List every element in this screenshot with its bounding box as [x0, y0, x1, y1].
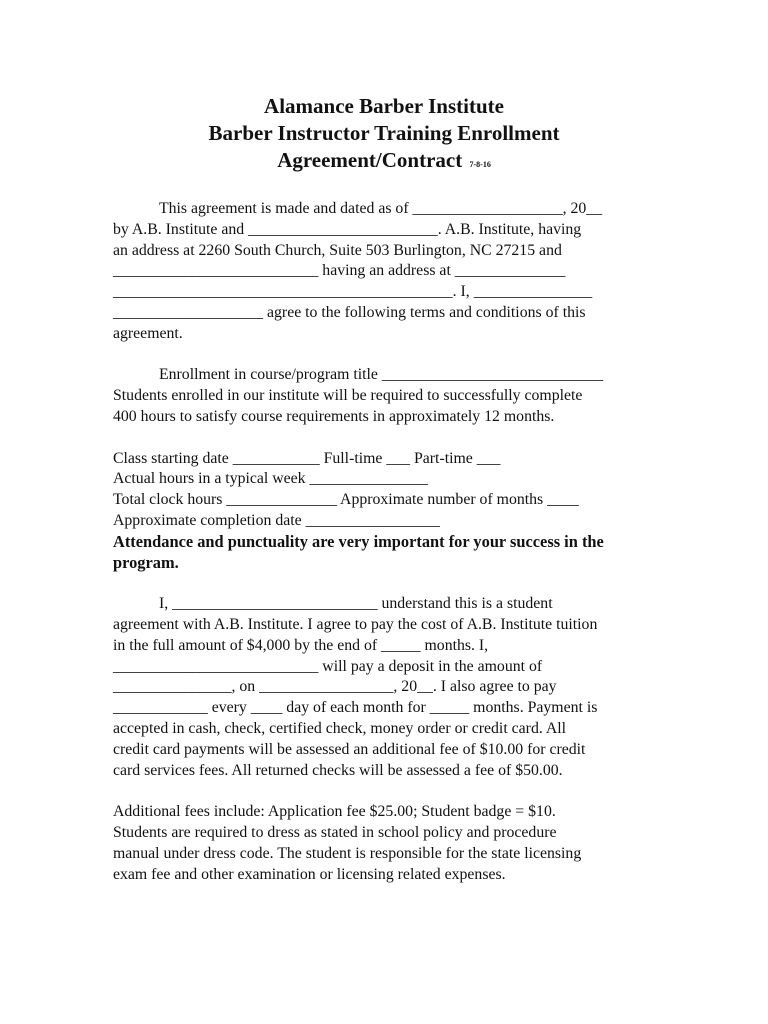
paragraph-line: credit card payments will be assessed an additional fee of $10.00 for credit [113, 740, 586, 758]
paragraph-line: Students are required to dress as stated in school policy and procedure [113, 823, 557, 841]
paragraph-line: exam fee and other examination or licensing related expenses. [113, 865, 506, 883]
contract-title [0, 147, 768, 178]
schedule-paragraph [113, 449, 673, 532]
paragraph-line: Additional fees include: Application fee $25.00; Student badge = $10. [113, 803, 556, 821]
paragraph-line: I, __________________________ understand this is a student [159, 595, 553, 613]
paragraph-line: in the full amount of $4,000 by the end of _____ months. I, [113, 636, 489, 654]
paragraph-line: agreement. [113, 324, 183, 342]
paragraph-line: accepted in cash, check, certified check, money order or credit card. All [113, 719, 567, 737]
paragraph-line: This agreement is made and dated as of ___________________, 20__ [159, 200, 603, 217]
document-body [113, 199, 673, 885]
paragraph-gap [113, 781, 673, 802]
paragraph-line: Students enrolled in our institute will be required to successfully complete [113, 387, 583, 405]
paragraph-line: Total clock hours ______________ Approximate number of months ____ [113, 491, 579, 509]
agreement-paragraph [113, 199, 673, 345]
paragraph-line: Actual hours in a typical week _______________ [113, 470, 428, 488]
enrollment-paragraph [113, 365, 673, 427]
paragraph-line: card services fees. All returned checks will be assessed a fee of $50.00. [113, 761, 563, 779]
attendance-notice [113, 532, 673, 574]
contract-title-text: Agreement/Contract [277, 148, 463, 172]
paragraph-line: manual under dress code. The student is responsible for the state licensing [113, 844, 582, 862]
paragraph-line: agreement with A.B. Institute. I agree to pay the cost of A.B. Institute tuition [113, 615, 598, 633]
paragraph-line: Class starting date ___________ Full-time ___ Part-time ___ [113, 449, 501, 467]
paragraph-line: ___________________ agree to the following terms and conditions of this [113, 303, 586, 321]
tuition-paragraph [113, 594, 673, 781]
document-title [0, 93, 768, 178]
version-date: 7-8-16 [469, 160, 491, 169]
paragraph-gap [113, 573, 673, 594]
paragraph-line: __________________________ having an address at ______________ [113, 262, 566, 280]
paragraph-line: Approximate completion date _________________ [113, 511, 440, 529]
paragraph-gap [113, 345, 673, 366]
paragraph-gap [113, 428, 673, 449]
paragraph-line: Attendance and punctuality are very important for your success in the [113, 531, 604, 551]
paragraph-line: ____________ every ____ day of each month for _____ months. Payment is [113, 699, 598, 717]
paragraph-line: __________________________ will pay a deposit in the amount of [113, 657, 543, 675]
paragraph-line: by A.B. Institute and ________________________. A.B. Institute, having [113, 220, 582, 238]
institute-name: Alamance Barber Institute [264, 94, 504, 118]
fees-paragraph [113, 802, 673, 885]
program-title: Barber Instructor Training Enrollment [208, 121, 560, 145]
paragraph-line: an address at 2260 South Church, Suite 503 Burlington, NC 27215 and [113, 241, 562, 259]
paragraph-line: ___________________________________________. I, _______________ [113, 283, 593, 301]
paragraph-line: Enrollment in course/program title ____________________________ [159, 366, 604, 384]
paragraph-line: 400 hours to satisfy course requirements in approximately 12 months. [113, 407, 555, 425]
paragraph-line: _______________, on _________________, 20__. I also agree to pay [113, 678, 557, 696]
paragraph-line: program. [113, 552, 179, 572]
